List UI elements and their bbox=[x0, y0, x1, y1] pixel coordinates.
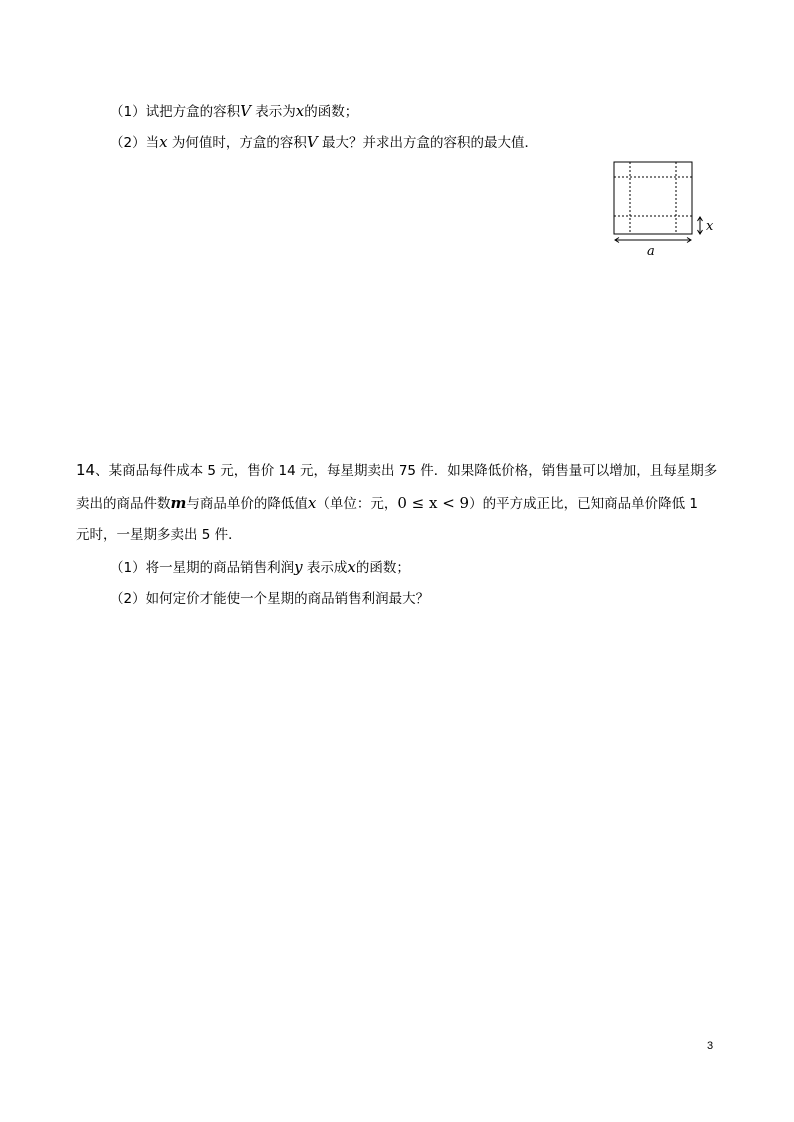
q13-part1-text-b: 表示为 bbox=[255, 104, 296, 120]
q13-part2-text-a: 当 bbox=[145, 135, 160, 151]
q14-var-m: m bbox=[170, 494, 187, 512]
q13-part2-label: （2） bbox=[110, 135, 146, 151]
q14-line1 bbox=[76, 460, 717, 481]
q14-part1-text-c: 的函数； bbox=[355, 560, 410, 576]
q14-part1 bbox=[110, 557, 410, 578]
q13-part2-text-c: 最大？并求出方盒的容积的最大值． bbox=[322, 135, 538, 151]
q13-part1-text-a: 试把方盒的容积 bbox=[145, 104, 241, 120]
q13-part2 bbox=[110, 132, 538, 153]
q14-line2-text-b: 与商品单价的降低值 bbox=[186, 496, 308, 512]
q14-part1-var-y: y bbox=[294, 558, 303, 576]
q13-part1-text-c: 的函数； bbox=[304, 104, 359, 120]
q14-line2-var-x: x bbox=[307, 494, 317, 512]
q14-line3-text: 元时，一星期多卖出 5 件． bbox=[76, 527, 242, 543]
q13-part1-label: （1） bbox=[110, 104, 146, 120]
q14-line2 bbox=[76, 493, 698, 514]
q14-part1-text-b: 表示成 bbox=[306, 560, 348, 576]
figure-label-x: x bbox=[706, 219, 714, 234]
q14-line2-text-d: ）的平方成正比，已知商品单价降低 1 bbox=[469, 496, 698, 512]
q13-part1-var-v: V bbox=[240, 102, 251, 120]
q14-part2-label: （2） bbox=[110, 591, 146, 607]
q14-part1-text-a: 将一星期的商品销售利润 bbox=[145, 560, 295, 576]
q14-line3 bbox=[76, 525, 242, 545]
page-number: 3 bbox=[707, 1040, 714, 1052]
q14-range: 0 ≤ x < 9 bbox=[397, 494, 470, 512]
q14-part1-label: （1） bbox=[110, 560, 146, 576]
box-net-figure bbox=[604, 156, 724, 264]
q14-part1-var-x: x bbox=[347, 558, 356, 576]
q14-line2-text-a: 卖出的商品件数 bbox=[76, 496, 171, 512]
q14-line2-text-c: （单位：元， bbox=[316, 496, 398, 512]
q13-part2-var-x: x bbox=[159, 133, 168, 151]
q14-part2-text: 如何定价才能使一个星期的商品销售利润最大？ bbox=[145, 591, 430, 607]
q14-part2 bbox=[110, 589, 429, 609]
q13-part1-var-x: x bbox=[295, 102, 305, 120]
q13-part2-var-v: V bbox=[306, 133, 318, 151]
sheet-outline bbox=[614, 162, 692, 234]
q14-line1-text: 、某商品每件成本 5 元，售价 14 元，每星期卖出 75 件．如果降低价格，销售量可以增加，且每星期多 bbox=[95, 463, 718, 479]
q13-part1 bbox=[110, 101, 358, 122]
box-net-diagram bbox=[604, 156, 724, 264]
q14-number: 14 bbox=[76, 461, 96, 479]
figure-label-a: a bbox=[647, 244, 655, 259]
q13-part2-text-b: 为何值时，方盒的容积 bbox=[171, 135, 307, 151]
